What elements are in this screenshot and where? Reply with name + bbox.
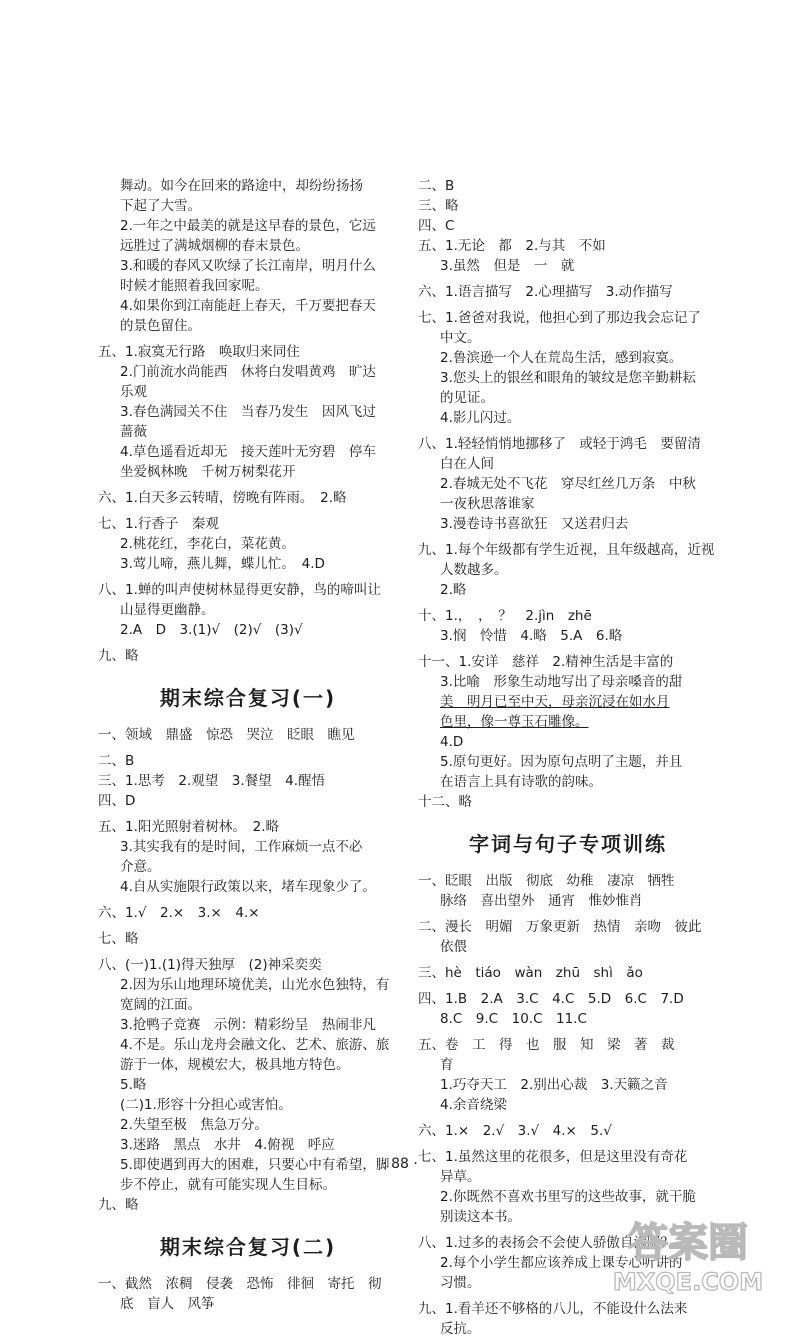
- answer-line: 2.鲁滨逊一个人在荒岛生活，感到寂寞。: [440, 350, 683, 366]
- answer-line: 的景色留住。: [120, 318, 201, 334]
- answer-line: 的见证。: [440, 390, 494, 406]
- answer-line: 3.虽然 但是 一 就: [440, 258, 575, 274]
- answer-line: 时候才能照着我回家呢。: [120, 278, 269, 294]
- answer-line: 四、D: [98, 793, 136, 809]
- answer-line: 下起了大雪。: [120, 198, 201, 214]
- answer-line: 十一、1.安详 慈祥 2.精神生活是丰富的: [418, 654, 674, 670]
- answer-line: 七、略: [98, 931, 139, 947]
- answer-line: 2.略: [440, 582, 467, 598]
- answer-line: 2.因为乐山地理环境优美，山光水色独特，有: [120, 977, 390, 993]
- answer-line: 2.桃花红，李花白，菜花黄。: [120, 536, 295, 552]
- answer-line: 育: [440, 1057, 454, 1073]
- left-block-c: [98, 1274, 398, 1314]
- answer-line: 反抗。: [440, 1321, 481, 1337]
- left-block-a: [98, 176, 398, 666]
- answer-line: 一、领域 鼎盛 惊恐 哭泣 眨眼 瞧见: [98, 727, 355, 743]
- answer-line: 二、B: [98, 753, 135, 769]
- answer-line: 中文。: [440, 330, 481, 346]
- answer-line: 2.一年之中最美的就是这早春的景色，它远: [120, 218, 376, 234]
- answer-line: 山显得更幽静。: [120, 602, 215, 618]
- answer-line: 乐观: [120, 384, 147, 400]
- answer-line: 八、1.轻轻悄悄地挪移了 或轻于鸿毛 要留清: [418, 436, 701, 452]
- answer-line: 3.其实我有的是时间，工作麻烦一点不必: [120, 839, 363, 855]
- answer-line: 五、1.无论 都 2.与其 不如: [418, 238, 606, 254]
- answer-line: 六、1.语言描写 2.心理描写 3.动作描写: [418, 284, 673, 300]
- answer-line: 4.余音绕梁: [440, 1097, 507, 1113]
- answer-line: 七、1.爸爸对我说，他担心到了那边我会忘记了: [418, 310, 701, 326]
- answer-line: 蔷薇: [120, 424, 147, 440]
- answer-line: 在语言上具有诗歌的韵味。: [440, 774, 602, 790]
- watermark-text-url: MXQE.COM: [612, 1268, 764, 1296]
- answer-line: 十二、略: [418, 794, 472, 810]
- answer-line: 五、1.寂寞无行路 唤取归来同住: [98, 344, 300, 360]
- answer-line: 八、1.过多的表扬会不会使人骄傲自满呢？: [418, 1235, 674, 1251]
- answer-line: 二、漫长 明媚 万象更新 热情 亲吻 彼此: [418, 919, 702, 935]
- answer-line: 色里，像一尊玉石雕像。: [440, 714, 589, 730]
- left-column: [98, 176, 398, 1314]
- answer-line: 坐爱枫林晚 千树万树梨花开: [120, 464, 296, 480]
- answer-line: 3.悯 怜惜 4.略 5.A 6.略: [440, 628, 623, 644]
- answer-line: 介意。: [120, 859, 161, 875]
- watermark-logo: [598, 1208, 778, 1298]
- watermark-text-cn: 答案圈: [628, 1220, 748, 1266]
- section-title-word-sentence-training: 字词与句子专项训练: [469, 832, 667, 856]
- answer-line: 九、略: [98, 1197, 139, 1213]
- answer-line: 别读这本书。: [440, 1209, 521, 1225]
- answer-line: 3.莺儿啼，燕儿舞，蝶儿忙。 4.D: [120, 556, 325, 572]
- answer-line: 2.失望至极 焦急万分。: [120, 1117, 268, 1133]
- answer-line: 3.和暖的春风又吹绿了长江南岸，明月什么: [120, 258, 376, 274]
- answer-line: 5.原句更好。因为原句点明了主题，并且: [440, 754, 683, 770]
- left-block-b: [98, 725, 398, 1215]
- answer-line: 习惯。: [440, 1275, 481, 1291]
- right-block-a: [418, 176, 718, 812]
- answer-line: 三、1.思考 2.观望 3.餐望 4.醒悟: [98, 773, 326, 789]
- answer-line: 5.即使遇到再大的困难，只要心中有希望，脚: [120, 1157, 390, 1173]
- answer-line: 远胜过了满城烟柳的春末景色。: [120, 238, 309, 254]
- answer-line: 人数越多。: [440, 562, 508, 578]
- answer-line: 五、卷 工 得 也 服 知 梁 著 裁: [418, 1037, 675, 1053]
- answer-line: 三、略: [418, 198, 459, 214]
- answer-line: 3.春色满园关不住 当春乃发生 因风飞过: [120, 404, 376, 420]
- answer-line: 一、眨眼 出版 彻底 幼稚 凄凉 牺牲: [418, 873, 675, 889]
- answer-line: 2.门前流水尚能西 休将白发唱黄鸡 旷达: [120, 364, 376, 380]
- page-number: · 88 ·: [382, 1156, 418, 1172]
- answer-line: 2.A D 3.(1)√ (2)√ (3)√: [120, 622, 303, 638]
- answer-line: 1.巧夺天工 2.别出心裁 3.天籁之音: [440, 1077, 668, 1093]
- answer-line: 底 盲人 风筝: [120, 1296, 215, 1312]
- answer-line: 三、hè tiáo wàn zhū shì ǎo: [418, 965, 643, 981]
- answer-line: 舞动。如今在回来的路途中，却纷纷扬扬: [120, 178, 363, 194]
- answer-line: 四、1.B 2.A 3.C 4.C 5.D 6.C 7.D: [418, 991, 684, 1007]
- answer-line: 4.D: [440, 734, 464, 750]
- answer-line: 5.略: [120, 1077, 147, 1093]
- answer-line: 白在人间: [440, 456, 494, 472]
- answer-line: 4.如果你到江南能赶上春天，千万要把春天: [120, 298, 376, 314]
- answer-line: 4.不是。乐山龙舟会融文化、艺术、旅游、旅: [120, 1037, 390, 1053]
- answer-line: 九、1.看羊还不够格的八儿，不能设什么法来: [418, 1301, 688, 1317]
- answer-line: 4.草色遥看近却无 接天莲叶无穷碧 停车: [120, 444, 376, 460]
- answer-line: 十、1.， ， ？ 2.jìn zhē: [418, 608, 592, 624]
- answer-line: 依偎: [440, 939, 467, 955]
- answer-line: 4.影儿闪过。: [440, 410, 521, 426]
- answer-line: 2.每个小学生都应该养成上课专心听讲的: [440, 1255, 683, 1271]
- answer-line: 六、1.白天多云转晴，傍晚有阵雨。 2.略: [98, 490, 347, 506]
- answer-line: 3.迷路 黑点 水井 4.俯视 呼应: [120, 1137, 335, 1153]
- answer-line: 8.C 9.C 10.C 11.C: [440, 1011, 587, 1027]
- answer-line: 二、B: [418, 178, 455, 194]
- answer-line: 七、1.行香子 秦观: [98, 516, 219, 532]
- answer-line: 3.您头上的银丝和眼角的皱纹是您辛勤耕耘: [440, 370, 696, 386]
- answer-line: 4.自从实施限行政策以来，堵车现象少了。: [120, 879, 376, 895]
- answer-line: 六、1.× 2.√ 3.√ 4.× 5.√: [418, 1123, 612, 1139]
- section-title-final-review-2: 期末综合复习(二): [159, 1235, 337, 1259]
- answer-line: 3.抢鸭子竞赛 示例：精彩纷呈 热闹非凡: [120, 1017, 376, 1033]
- answer-line: 七、1.虽然这里的花很多，但是这里没有奇花: [418, 1149, 688, 1165]
- answer-line: 脉络 喜出望外 通宵 惟妙惟肖: [440, 893, 643, 909]
- answer-line: 一夜秋思落谁家: [440, 496, 535, 512]
- answer-line: 美 明月已至中天，母亲沉浸在如水月: [440, 694, 670, 710]
- answer-line: 九、略: [98, 648, 139, 664]
- answer-line: 步不停止，就有可能实现人生目标。: [120, 1177, 336, 1193]
- answer-line: 游于一体，规模宏大，极具地方特色。: [120, 1057, 350, 1073]
- answer-line: 八、1.蝉的叫声使树林显得更安静，鸟的啼叫让: [98, 582, 381, 598]
- answer-line: 五、1.阳光照射着树林。 2.略: [98, 819, 280, 835]
- section-title-final-review-1: 期末综合复习(一): [159, 686, 337, 710]
- answer-line: 3.比喻 形象生动地写出了母亲嗓音的甜: [440, 674, 683, 690]
- answer-line: (二)1.形容十分担心或害怕。: [120, 1097, 292, 1113]
- answer-line: 2.你既然不喜欢书里写的这些故事，就干脆: [440, 1189, 696, 1205]
- answer-line: 宽阔的江面。: [120, 997, 201, 1013]
- answer-line: 九、1.每个年级都有学生近视，且年级越高，近视: [418, 542, 715, 558]
- answer-line: 一、截然 浓稠 侵袭 恐怖 徘徊 寄托 彻: [98, 1276, 382, 1292]
- answer-line: 八、(一)1.(1)得天独厚 (2)神采奕奕: [98, 957, 322, 973]
- answer-line: 3.漫卷诗书喜欲狂 又送君归去: [440, 516, 629, 532]
- answer-line: 四、C: [418, 218, 455, 234]
- answer-line: 异草。: [440, 1169, 481, 1185]
- answer-line: 六、1.√ 2.× 3.× 4.×: [98, 905, 260, 921]
- answer-line: 2.春城无处不飞花 穿尽红丝几万条 中秋: [440, 476, 696, 492]
